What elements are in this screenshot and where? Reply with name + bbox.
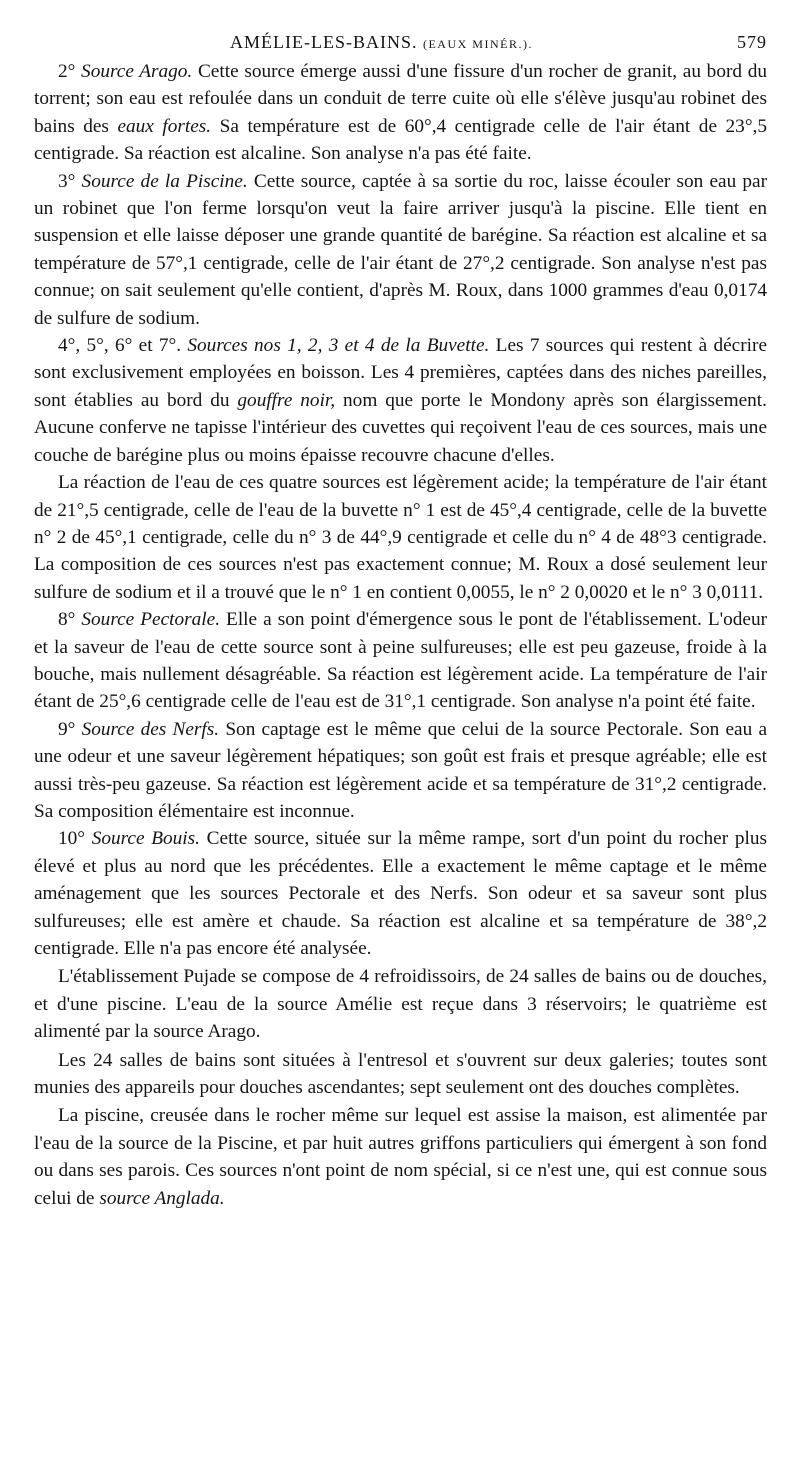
para-lead: 3°	[58, 170, 82, 192]
paragraph-buvette-reaction	[34, 469, 767, 606]
running-title	[230, 32, 533, 53]
para-text: Cette source, captée à sa sortie du roc, laisse écouler son eau par un robinet que l'on ferme lorsqu'on veut la faire arriver jusqu'à la piscine. Elle tient en suspension et elle laisse déposer une grande quantité de barégine. Sa réaction est alcaline et sa température de 57°,1 centigrade, celle de l'air étant de 27°,2 centigrade. Son analyse n'est pas connue; on sait seulement qu'elle contient, d'après M. Roux, dans 1000 grammes d'eau 0,0174 de sulfure de sodium.	[34, 170, 768, 329]
book-page	[34, 28, 767, 1212]
para-text: Son captage est le même que celui de la source Pectorale. Son eau a une odeur et une saveur légèrement hépatiques; son goût est frais et presque agréable; elle est aussi très-peu gazeuse. Sa réaction est légèrement acide et sa température de 31°,2 centigrade. Sa composition élémentaire est inconnue.	[34, 718, 767, 822]
para-heading: Source Bouis.	[91, 828, 200, 850]
para-heading: Source de la Piscine.	[81, 170, 248, 192]
paragraph-source-piscine	[34, 168, 767, 332]
para-text: Elle a son point d'émergence sous le pont de l'établissement. L'odeur et la saveur de l'eau de cette source sont à peine sulfureuses; elle est peu gazeuse, froide à la bouche, mais nullement désagréable. Sa réaction est légèrement acide. La température de l'air étant de 25°,6 centigrade celle de l'eau est de 31°,1 centigrade. Son analyse n'a point été faite.	[34, 609, 767, 713]
para-italic: gouffre noir,	[237, 389, 336, 411]
para-text: Les 7 sources qui restent à décrire sont exclusivement employées en boisson. Les 4 premières, captées dans des niches pareilles, sont établies au bord du	[34, 335, 767, 411]
running-header	[34, 28, 767, 58]
paragraph-source-bouis	[34, 825, 767, 962]
para-text: Sa température est de 60°,4 centigrade celle de l'air étant de 23°,5 centigrade. Sa réaction est alcaline. Son analyse n'a pas été faite.	[34, 115, 767, 165]
paragraph-source-pectorale	[34, 606, 767, 716]
paragraph-salles-de-bains	[34, 1047, 767, 1102]
para-lead: 8°	[58, 609, 82, 631]
paragraph-source-arago	[34, 58, 767, 168]
para-lead: 2°	[58, 61, 82, 82]
para-text: Les 24 salles de bains sont situées à l'entresol et s'ouvrent sur deux galeries; toutes sont munies des appareils pour douches ascendantes; sept seulement ont des douches complètes.	[34, 1049, 767, 1099]
para-italic: eaux fortes.	[117, 115, 212, 137]
para-heading: Sources nos 1, 2, 3 et 4 de la Buvette.	[187, 335, 490, 357]
page-number: 579	[737, 32, 767, 52]
para-lead: 4°, 5°, 6° et 7°.	[58, 335, 188, 357]
para-lead: 10°	[58, 828, 92, 850]
paragraph-etablissement-pujade	[34, 963, 767, 1045]
para-heading: Source Pectorale.	[81, 609, 221, 631]
para-heading: Source des Nerfs.	[81, 718, 220, 740]
paragraph-source-nerfs	[34, 716, 767, 826]
para-heading: Source Arago.	[81, 61, 193, 82]
para-text: La piscine, creusée dans le rocher même sur lequel est assise la maison, est alimentée par l'eau de la source de la Piscine, et par huit autres griffons particuliers qui émergent à son fond ou dans ses parois. Ces sources n'ont point de nom spécial, si ce n'est une, qui est connue sous celui de	[34, 1105, 767, 1209]
para-lead: 9°	[58, 718, 82, 740]
paragraph-piscine	[34, 1102, 767, 1212]
running-title-text: AMÉLIE-LES-BAINS.	[230, 32, 418, 52]
para-text: nom que porte le Mondony après son élargissement. Aucune conferve ne tapisse l'intérieur des cuvettes qui reçoivent l'eau de ces sources, mais une couche de barégine plus ou moins épaisse recouvre chacune d'elles.	[34, 389, 767, 466]
para-text: Cette source, située sur la même rampe, sort d'un point du rocher plus élevé et plus au nord que les précédentes. Elle a exactement le même captage et le même aménagement que les sources Pectorale et des Nerfs. Son odeur et sa saveur sont plus sulfureuses; elle est amère et chaude. Sa réaction est alcaline et sa température de 38°,2 centigrade. Elle n'a pas encore été analysée.	[34, 828, 767, 959]
page-body	[34, 58, 767, 1212]
para-text: La réaction de l'eau de ces quatre sources est légèrement acide; la température de l'air étant de 21°,5 centigrade, celle de l'eau de la buvette n° 1 est de 45°,4 centigrade, celle de la buvette n° 2 de 45°,1 centigrade, celle du n° 3 de 44°,9 centigrade et celle du n° 4 de 48°3 centigrade. La composition de ces sources n'est pas exactement connue; M. Roux a dosé seulement leur sulfure de sodium et il a trouvé que le n° 1 en contient 0,0055, le n° 2 0,0020 et le n° 3 0,0111.	[34, 472, 767, 603]
para-italic: source Anglada.	[99, 1187, 225, 1209]
running-subtitle: (EAUX MINÉR.).	[422, 37, 533, 51]
para-text: Cette source émerge aussi d'une fissure d'un rocher de granit, au bord du torrent; son eau est refoulée dans un conduit de terre cuite où elle s'élève jusqu'au robinet des bains des	[34, 61, 768, 137]
para-text: L'établissement Pujade se compose de 4 refroidissoirs, de 24 salles de bains ou de douches, et d'une piscine. L'eau de la source Amélie est reçue dans 3 réservoirs; le quatrième est alimenté par la source Arago.	[34, 966, 767, 1043]
paragraph-sources-buvette	[34, 332, 767, 469]
